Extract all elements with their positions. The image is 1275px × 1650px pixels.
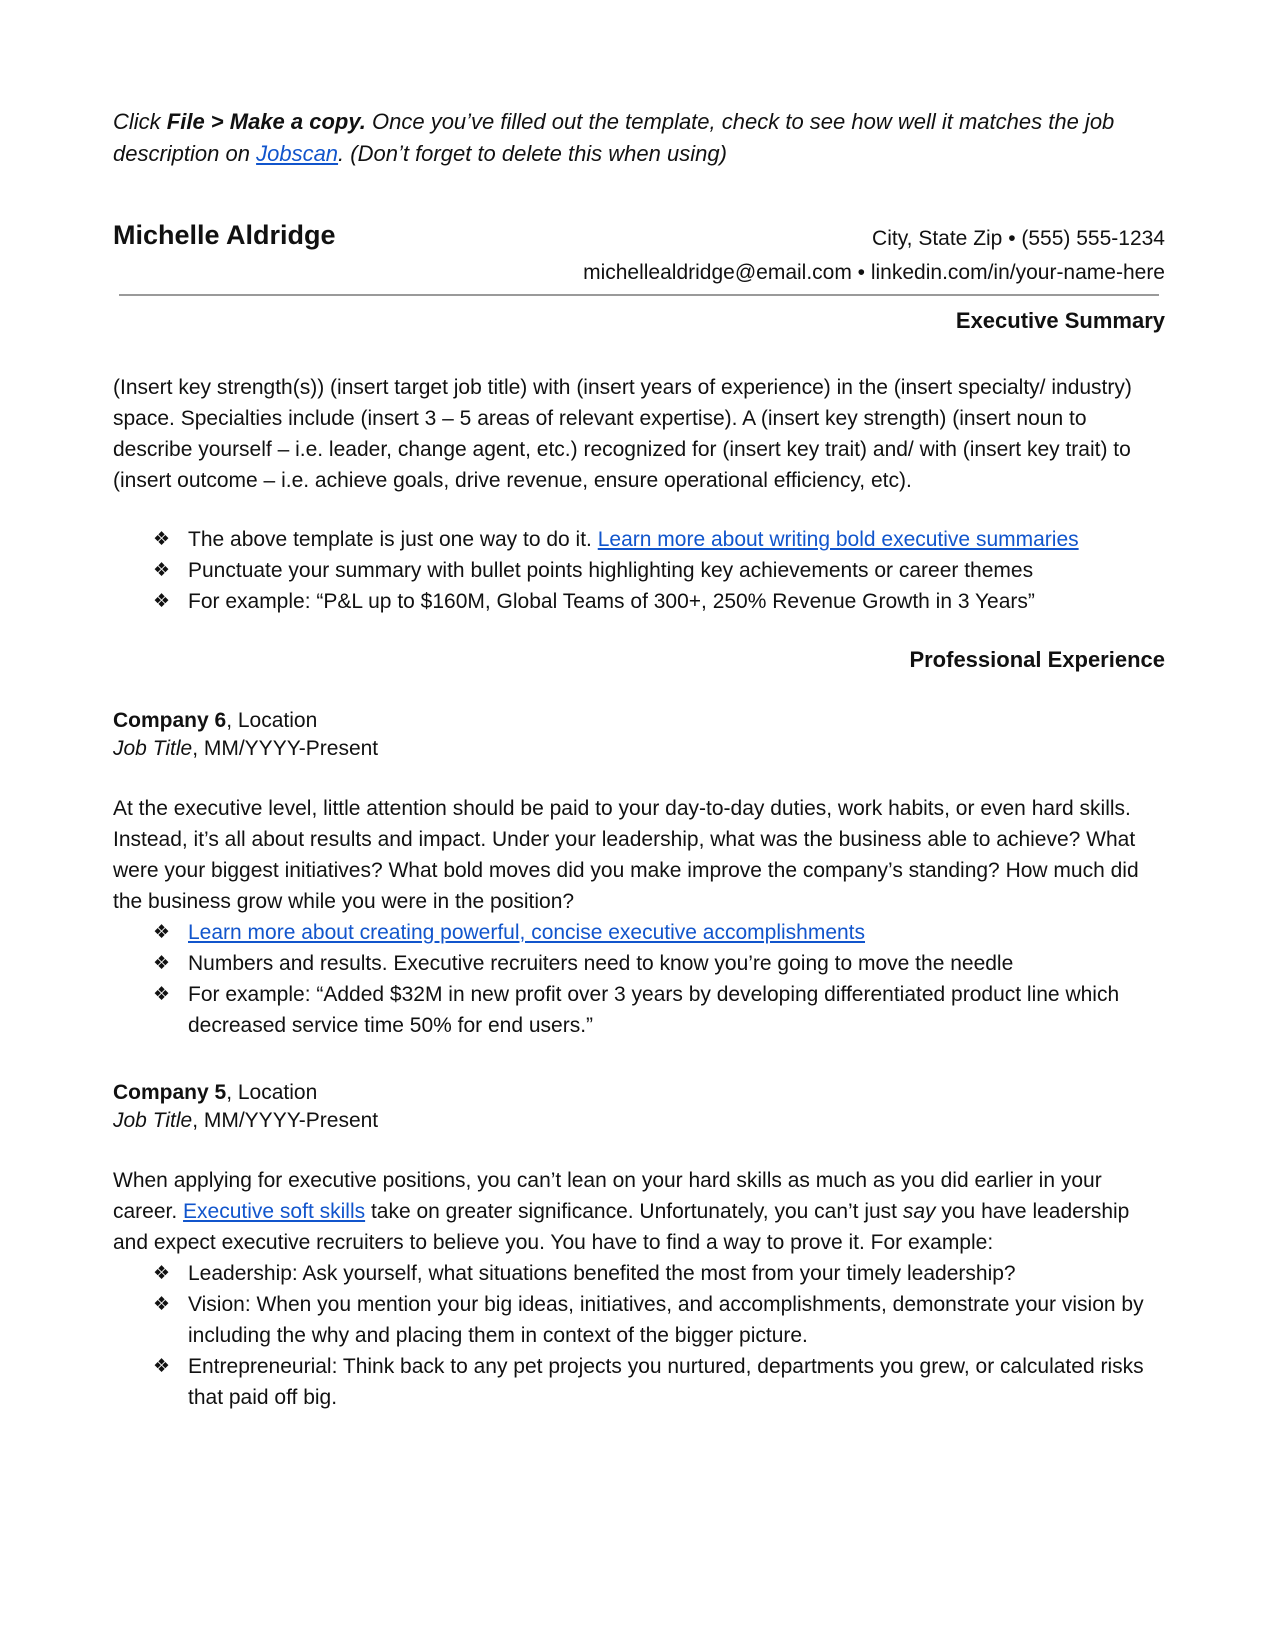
list-item [113,586,1165,617]
resume-header [113,214,1165,286]
contact-location-phone: City, State Zip • (555) 555-1234 [872,227,1165,250]
job1-paragraph: At the executive level, little attention should be paid to your day-to-day duties, work habits, or even hard skills. Instead, it’s all about results and impact. Under your leadership, what was the business able to achieve? What were your biggest initiatives? What bold moves did you make improve the company’s standing? How much did the business grow while you were in the position? [113,797,1139,913]
job2-title: Job Title [113,1109,193,1132]
job1-company: Company 6 [113,709,227,732]
list-item [113,555,1165,586]
executive-summaries-link[interactable]: Learn more about writing bold executive summaries [597,528,1079,551]
list-item [113,917,1165,948]
list-item [113,948,1165,979]
resume-page [113,106,1165,1413]
job2-para-text: you have leadership and expect executive recruiters to believe you. You have to find a way to prove it. For example: [113,1200,1130,1254]
bullet-diamond-icon: ❖ [153,953,171,974]
bullet-diamond-icon: ❖ [153,1263,171,1284]
job1-location: , Location [226,709,318,732]
job2-bullets [113,1258,1165,1413]
bullet-text: Punctuate your summary with bullet points highlighting key achievements or career themes [188,559,1034,582]
bullet-diamond-icon: ❖ [153,560,171,581]
contact-info [583,222,1165,290]
job2-location: , Location [226,1081,318,1104]
instruction-text-end: . (Don’t forget to delete this when using) [338,141,727,166]
bullet-text: Vision: When you mention your big ideas, initiatives, and accomplishments, demonstrate your vision by including the why and placing them in context of the bigger picture. [188,1293,1144,1347]
executive-summary-bullets [113,524,1165,617]
bullet-text: Entrepreneurial: Think back to any pet projects you nurtured, departments you grew, or calculated risks that paid off big. [188,1355,1144,1409]
job1-dates: , MM/YYYY-Present [192,737,379,760]
list-item [113,524,1165,555]
bullet-text: Leadership: Ask yourself, what situations benefited the most from your timely leadership? [188,1262,1016,1285]
candidate-name: Michelle Aldridge [113,220,336,250]
bullet-text: For example: “P&L up to $160M, Global Teams of 300+, 250% Revenue Growth in 3 Years” [188,590,1035,613]
executive-summary-heading: Executive Summary [955,308,1165,333]
bullet-diamond-icon: ❖ [153,1294,171,1315]
instruction-text: Once you’ve filled out the template, check to see how well it matches the job description on [113,109,1115,166]
list-item [113,979,1165,1041]
bullet-diamond-icon: ❖ [153,1356,171,1377]
job2-title-line [113,1107,1165,1135]
job2-paragraph [113,1165,1165,1258]
bullet-diamond-icon: ❖ [153,529,171,550]
job2-company-line [113,1079,1165,1107]
executive-summary-paragraph: (Insert key strength(s)) (insert target job title) with (insert years of experience) in the (insert specialty/ industry) space. Specialties include (insert 3 – 5 areas of relevant expertise). A (insert key strength) (insert noun to describe yourself – i.e. leader, change agent, etc.) recognized for (insert key trait) and/ with (insert key trait) to (insert outcome – i.e. achieve goals, drive revenue, ensure operational efficiency, etc). [113,376,1132,492]
bullet-diamond-icon: ❖ [153,984,171,1005]
job2-company: Company 5 [113,1081,227,1104]
instruction-menu-path: File > Make a copy. [166,109,366,134]
list-item [113,1289,1165,1351]
job2-para-emphasis: say [902,1200,936,1223]
header-divider [119,294,1159,296]
job2-para-text: take on greater significance. Unfortunately, you can’t just [365,1200,903,1223]
accomplishments-link[interactable]: Learn more about creating powerful, concise executive accomplishments [188,921,866,944]
job2-para-text: When applying for executive positions, you can’t lean on your hard skills as much as you did earlier in your career. [113,1169,1102,1223]
bullet-text: For example: “Added $32M in new profit over 3 years by developing differentiated product line which decreased service time 50% for end users.” [188,983,1120,1037]
instruction-click-text: Click [113,109,167,134]
soft-skills-link[interactable]: Executive soft skills [183,1200,366,1223]
contact-email-linkedin: michellealdridge@email.com • linkedin.com/in/your-name-here [583,261,1165,284]
jobscan-link[interactable]: Jobscan [256,141,339,166]
job1-company-line [113,707,1165,735]
template-instruction [113,106,1165,170]
bullet-diamond-icon: ❖ [153,922,171,943]
bullet-text: Numbers and results. Executive recruiters need to know you’re going to move the needle [188,952,1014,975]
job2-dates: , MM/YYYY-Present [192,1109,379,1132]
job1-title-line [113,735,1165,763]
job1-title: Job Title [113,737,193,760]
job1-bullets [113,917,1165,1041]
list-item [113,1351,1165,1413]
bullet-text: The above template is just one way to do it. [188,528,598,551]
list-item [113,1258,1165,1289]
bullet-diamond-icon: ❖ [153,591,171,612]
professional-experience-heading: Professional Experience [909,647,1165,672]
